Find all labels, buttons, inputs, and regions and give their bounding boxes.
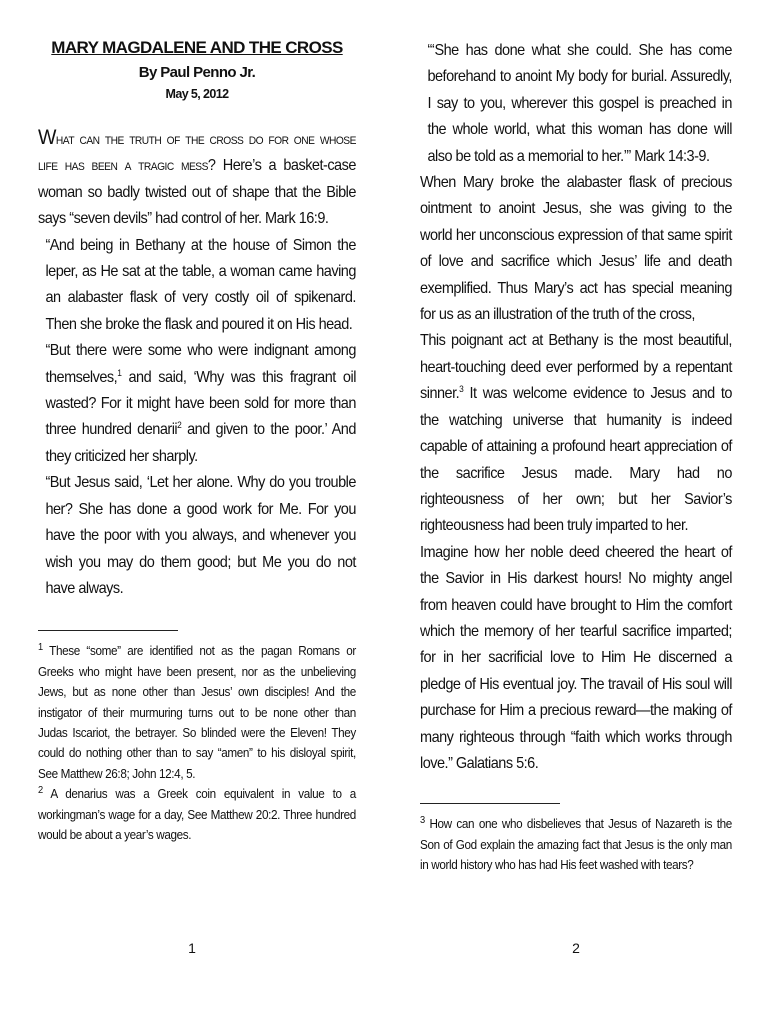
lead-paragraph — [38, 125, 356, 233]
footnote-1 — [38, 641, 356, 784]
footnote-2-number: 2 — [38, 784, 43, 796]
footnote-3-number: 3 — [420, 815, 425, 827]
para2-part-a: This poignant act at Bethany is the most beautiful, heart-touching deed ever performed by a repentant sinner. — [420, 332, 732, 403]
lead-dropcap: W — [38, 126, 56, 149]
footnote-2-text: A denarius was a Greek coin equivalent in value to a workingman’s wage for a day, See Matthew 20:2. Three hundred would be about a year’s wages. — [38, 787, 356, 842]
footnote-1-text: These “some” are identified not as the pagan Romans or Greeks who might have been present, nor as the unbelieving Jews, but as none other than Jesus’ own disciples! And the instigator of their murmuring turns out to be none other than Judas Iscariot, the betrayer. So blinded were the Eleven! They could do nothing other than to say “amen” to his disloyal spirit, See Matthew 26:8; John 12:4, 5. — [38, 644, 356, 781]
lead-rest: Here’s a basket-case woman so badly twisted out of shape that the Bible says “seven devils” had control of her. Mark 16:9. — [38, 157, 356, 228]
page-2 — [384, 0, 768, 1024]
footnote-ref-1: 1 — [117, 367, 122, 378]
quote-paragraph-1: “And being in Bethany at the house of Simon the leper, as He sat at the table, a woman came having an alabaster flask of very costly oil of spikenard. Then she broke the flask and poured it on His head. — [45, 236, 356, 333]
quote2-part-b: and said, ‘Why was this fragrant oil wasted? For it might have been sold for more than three hundred denarii — [45, 368, 356, 439]
footnote-3 — [420, 814, 732, 875]
para2-part-b: It was welcome evidence to Jesus and to the watching universe that humanity is indeed capable of attaining a profound heart appreciation of the sacrifice Jesus made. Mary had no righteousness of her own; but her Savior’s righteousness had been truly imparted to her. — [420, 385, 732, 535]
quote2-part-c: and given to the poor.’ And they criticized her sharply. — [45, 421, 356, 465]
page-1-body — [38, 125, 356, 602]
quote-continuation: “‘She has done what she could. She has come beforehand to anoint My body for burial. Assuredly, I say to you, wherever this gospel is preached in the whole world, what this woman has done will also be told as a memorial to her.’” Mark 14:3-9. — [427, 42, 732, 165]
body-paragraph-1: When Mary broke the alabaster flask of precious ointment to anoint Jesus, she was giving to the world her unconscious expression of that same spirit of love and sacrifice which Jesus’ life and death exemplified. Thus Mary’s act has special meaning for us as an illustration of the truth of the cross, — [420, 174, 732, 324]
body-paragraph-3: Imagine how her noble deed cheered the heart of the Savior in His darkest hours! No mighty angel from heaven could have brought to Him the comfort which the memory of her tearful sacrifice imparted; for in her sacrificial love to Him He discerned a pledge of His eventual joy. The travail of His soul will purchase for Him a precious reward—the making of many righteous through “faith which works through love.” Galatians 5:6. — [420, 543, 732, 772]
quote2-part-a: “But there were some who were indignant among themselves, — [45, 342, 356, 386]
footnote-2 — [38, 784, 356, 845]
page-number-1: 1 — [188, 940, 196, 956]
page-number-2: 2 — [572, 940, 580, 956]
footnote-3-text: How can one who disbelieves that Jesus of Nazareth is the Son of God explain the amazing fact that Jesus is the only man in world history who has had His feet washed with tears? — [420, 817, 732, 873]
article-date: May 5, 2012 — [165, 87, 229, 101]
quote-paragraph-2 — [38, 338, 356, 470]
lead-smallcaps: hat can the truth of the cross do for one whose life has been a tragic mess? — [38, 131, 356, 175]
page-1-footnotes — [38, 641, 356, 845]
footnote-1-number: 1 — [38, 642, 43, 654]
page-2-body — [420, 38, 732, 777]
article-author: By Paul Penno Jr. — [138, 64, 256, 81]
footnote-divider — [420, 803, 560, 804]
body-paragraph-2 — [420, 328, 732, 539]
page-2-footnotes — [420, 814, 732, 875]
footnote-ref-2: 2 — [177, 420, 182, 431]
footnote-divider — [38, 630, 178, 631]
article-title: MARY MAGDALENE AND THE CROSS — [51, 38, 343, 57]
article-header — [38, 38, 356, 101]
footnote-ref-3: 3 — [459, 384, 464, 395]
quote-paragraph-3: “But Jesus said, ‘Let her alone. Why do you trouble her? She has done a good work for Me. For you have the poor with you always, and whenever you wish you may do them good; but Me you do not have always. — [45, 474, 356, 597]
